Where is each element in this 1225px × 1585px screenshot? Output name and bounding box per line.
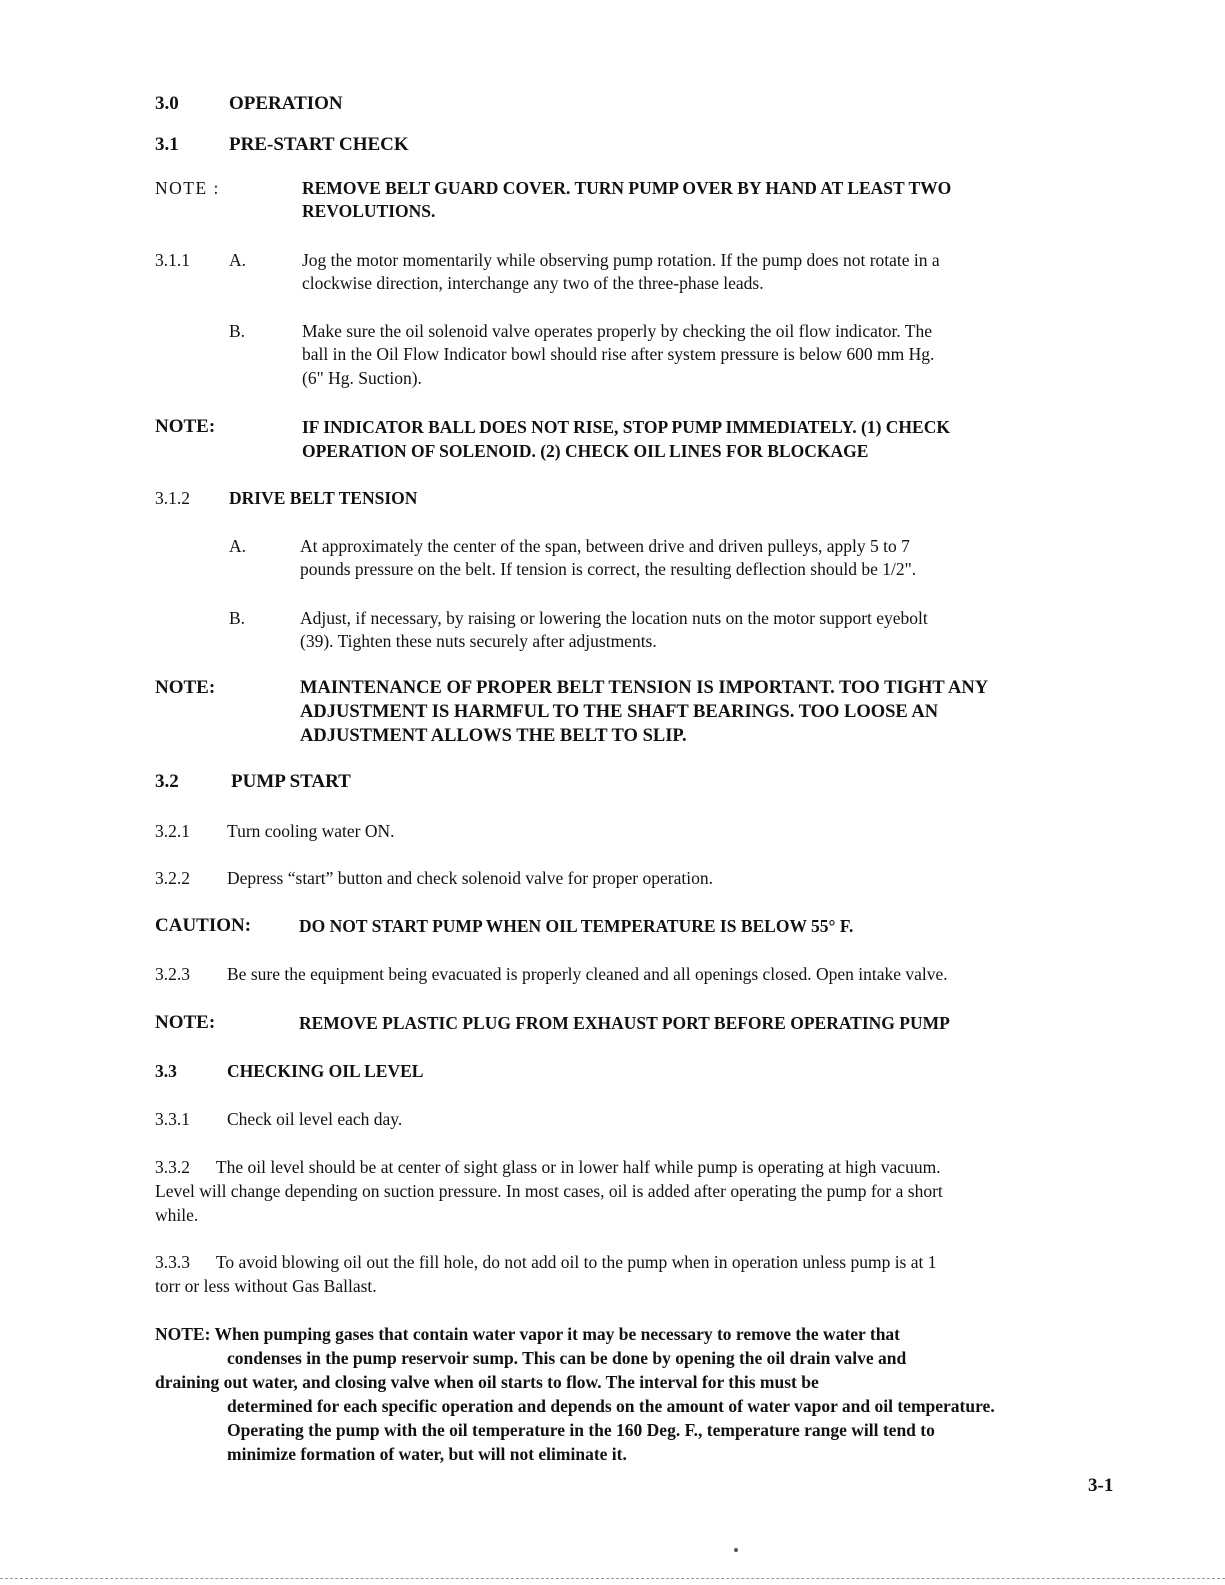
section-number: 3.3.1 — [155, 1109, 190, 1129]
paragraph-line: At approximately the center of the span, between drive and driven pulleys, apply 5 to 7 — [300, 536, 910, 556]
note-text: REMOVE PLASTIC PLUG FROM EXHAUST PORT BEFORE OPERATING PUMP — [299, 1013, 950, 1033]
section-title: PRE-START CHECK — [229, 134, 409, 155]
note-label: NOTE: — [155, 1012, 216, 1033]
section-number: 3.1 — [155, 134, 179, 155]
note-text: minimize formation of water, but will not eliminate it. — [227, 1444, 627, 1464]
paragraph-line: torr or less without Gas Ballast. — [155, 1276, 377, 1296]
section-number: 3.0 — [155, 93, 179, 114]
note-text: REVOLUTIONS. — [302, 201, 436, 221]
paragraph-line: (39). Tighten these nuts securely after adjustments. — [300, 631, 657, 651]
paragraph-line: ball in the Oil Flow Indicator bowl should rise after system pressure is below 600 mm Hg. — [302, 344, 935, 364]
section-title: CHECKING OIL LEVEL — [227, 1061, 424, 1081]
page-number: 3-1 — [1088, 1475, 1114, 1496]
paragraph-line: pounds pressure on the belt. If tension is correct, the resulting deflection should be 1/2". — [300, 559, 917, 579]
note-text: determined for each specific operation and depends on the amount of water vapor and oil temperature. — [227, 1396, 995, 1416]
paragraph-line: Be sure the equipment being evacuated is properly cleaned and all openings closed. Open intake valve. — [227, 964, 948, 984]
paragraph-line: Make sure the oil solenoid valve operates properly by checking the oil flow indicator. The — [302, 321, 932, 341]
paragraph-line: (6" Hg. Suction). — [302, 368, 422, 388]
item-letter: A. — [229, 536, 247, 556]
scan-speck — [734, 1548, 738, 1552]
note-label: NOTE: — [155, 677, 216, 698]
paragraph-line: Turn cooling water ON. — [227, 821, 395, 841]
item-letter: A. — [229, 250, 247, 270]
section-number: 3.2.2 — [155, 868, 190, 888]
paragraph-line: Check oil level each day. — [227, 1109, 403, 1129]
item-letter: B. — [229, 321, 246, 341]
note-text: draining out water, and closing valve when oil starts to flow. The interval for this must be — [155, 1372, 819, 1392]
caution-text: DO NOT START PUMP WHEN OIL TEMPERATURE IS BELOW 55° F. — [299, 916, 854, 936]
section-title: DRIVE BELT TENSION — [229, 488, 418, 508]
note-text: OPERATION OF SOLENOID. (2) CHECK OIL LINES FOR BLOCKAGE — [302, 441, 869, 461]
section-number: 3.2 — [155, 771, 179, 792]
section-number: 3.1.1 — [155, 250, 190, 270]
paragraph-line: Adjust, if necessary, by raising or lowering the location nuts on the motor support eyebolt — [300, 608, 928, 628]
section-number: 3.1.2 — [155, 488, 190, 508]
caution-label: CAUTION: — [155, 915, 252, 936]
paragraph-line: Jog the motor momentarily while observing pump rotation. If the pump does not rotate in a — [302, 250, 940, 270]
note-text: REMOVE BELT GUARD COVER. TURN PUMP OVER BY HAND AT LEAST TWO — [302, 178, 952, 198]
note-text: NOTE: When pumping gases that contain water vapor it may be necessary to remove the water that — [155, 1324, 901, 1344]
section-title: OPERATION — [229, 93, 343, 114]
paragraph-line: 3.3.2 The oil level should be at center of sight glass or in lower half while pump is operating at high vacuum. — [155, 1157, 941, 1177]
section-number: 3.2.1 — [155, 821, 190, 841]
section-number: 3.3 — [155, 1061, 177, 1081]
paragraph-line: 3.3.3 To avoid blowing oil out the fill hole, do not add oil to the pump when in operation unless pump is at 1 — [155, 1252, 937, 1272]
paragraph-line: Depress “start” button and check solenoid valve for proper operation. — [227, 868, 713, 888]
note-label: NOTE: — [155, 416, 216, 437]
note-text: IF INDICATOR BALL DOES NOT RISE, STOP PUMP IMMEDIATELY. (1) CHECK — [302, 417, 950, 437]
section-number: 3.2.3 — [155, 964, 190, 984]
page-bottom-edge — [0, 1578, 1225, 1579]
paragraph-line: clockwise direction, interchange any two of the three-phase leads. — [302, 273, 764, 293]
item-letter: B. — [229, 608, 246, 628]
paragraph-line: while. — [155, 1205, 199, 1225]
section-title: PUMP START — [231, 771, 351, 792]
note-text: Operating the pump with the oil temperature in the 160 Deg. F., temperature range will tend to — [227, 1420, 935, 1440]
note-text: condenses in the pump reservoir sump. This can be done by opening the oil drain valve and — [227, 1348, 907, 1368]
paragraph-line: Level will change depending on suction pressure. In most cases, oil is added after operating the pump for a short — [155, 1181, 943, 1201]
note-text: ADJUSTMENT IS HARMFUL TO THE SHAFT BEARINGS. TOO LOOSE AN — [300, 702, 939, 722]
note-text: MAINTENANCE OF PROPER BELT TENSION IS IMPORTANT. TOO TIGHT ANY — [300, 678, 989, 698]
note-text: ADJUSTMENT ALLOWS THE BELT TO SLIP. — [300, 726, 687, 746]
note-label: NOTE : — [155, 178, 220, 198]
